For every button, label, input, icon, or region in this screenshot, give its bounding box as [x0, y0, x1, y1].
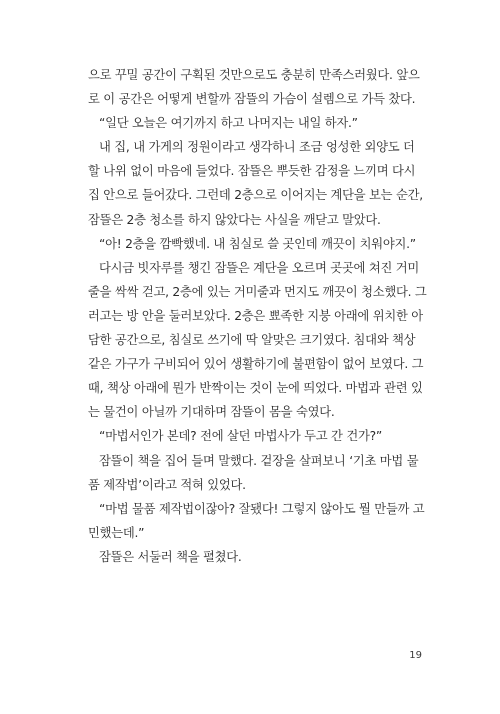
text-line: 집 안으로 들어갔다. 그런데 2층으로 이어지는 계단을 보는 순간, — [88, 188, 423, 203]
text-line: 로 이 공간은 어떻게 변할까 잠뜰의 가슴이 설렘으로 가득 찼다. — [88, 92, 416, 107]
text-line: “아! 2층을 깜빡했네. 내 침실로 쓸 곳인데 깨끗이 치워야지.” — [99, 236, 416, 251]
text-line: “일단 오늘은 여기까지 하고 나머지는 내일 하자.” — [99, 116, 358, 131]
text-line: 담한 공간으로, 침실로 쓰기에 딱 알맞은 크기였다. 침대와 책상 — [88, 333, 416, 348]
text-line: 잠뜰이 책을 집어 들며 말했다. 겉장을 살펴보니 ‘기초 마법 물 — [99, 453, 419, 468]
text-line: 때, 책상 아래에 뭔가 반짝이는 것이 눈에 띄었다. 마법과 관련 있 — [88, 381, 423, 396]
body-text — [88, 63, 427, 569]
text-line: 러고는 방 안을 둘러보았다. 2층은 뾰족한 지붕 아래에 위치한 아 — [88, 308, 423, 323]
text-line: “마법서인가 본데? 전에 살던 마법사가 두고 간 건가?” — [99, 429, 382, 444]
text-line: 잠뜰은 2층 청소를 하지 않았다는 사실을 깨닫고 말았다. — [88, 212, 381, 227]
text-line: “마법 물품 제작법이잖아? 잘됐다! 그렇지 않아도 뭘 만들까 고 — [99, 501, 425, 516]
text-line: 줄을 싹싹 걷고, 2층에 있는 거미줄과 먼지도 깨끗이 청소했다. 그 — [88, 284, 427, 299]
text-line: 할 나위 없이 마음에 들었다. 잠뜰은 뿌듯한 감정을 느끼며 다시 — [88, 164, 416, 179]
text-line: 으로 꾸밀 공간이 구획된 것만으로도 충분히 만족스러웠다. 앞으 — [88, 68, 420, 82]
text-line: 민했는데.” — [88, 525, 145, 540]
text-line: 품 제작법’이라고 적혀 있었다. — [88, 477, 246, 492]
text-line: 잠뜰은 서둘러 책을 펼쳤다. — [99, 549, 242, 564]
text-line: 는 물건이 아닐까 기대하며 잠뜰이 몸을 숙였다. — [88, 405, 335, 420]
text-line: 다시금 빗자루를 챙긴 잠뜰은 계단을 오르며 곳곳에 쳐진 거미 — [99, 260, 419, 275]
text-line: 같은 가구가 구비되어 있어 생활하기에 불편함이 없어 보였다. 그 — [88, 357, 424, 372]
page-number: 19 — [409, 650, 422, 661]
text-line: 내 집, 내 가게의 정원이라고 생각하니 조금 엉성한 외양도 더 — [99, 140, 415, 155]
